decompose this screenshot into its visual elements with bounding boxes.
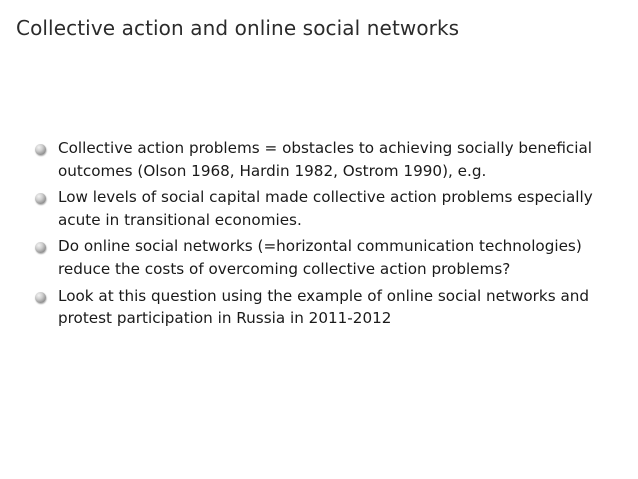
sphere-bullet-icon [35,242,46,253]
slide-title: Collective action and online social networks [16,16,460,40]
sphere-bullet-icon [35,144,46,155]
bullet-item [30,137,620,182]
sphere-bullet-icon [35,292,46,303]
bullet-item [30,235,620,280]
bullet-text: Look at this question using the example of online social networks and protest participation in Russia in 2011-2012 [58,286,590,328]
bullet-text: Collective action problems = obstacles to achieving socially beneficial outcomes (Olson 1968, Hardin 1982, Ostrom 1990), e.g. [58,139,593,180]
bullet-list [30,137,620,334]
bullet-text: Low levels of social capital made collective action problems especially acute in transitional economies. [58,188,593,229]
bullet-item [30,285,620,330]
sphere-bullet-icon [35,193,46,204]
bullet-item [30,186,620,231]
bullet-text: Do online social networks (=horizontal communication technologies) reduce the costs of overcoming collective action problems? [58,237,582,278]
